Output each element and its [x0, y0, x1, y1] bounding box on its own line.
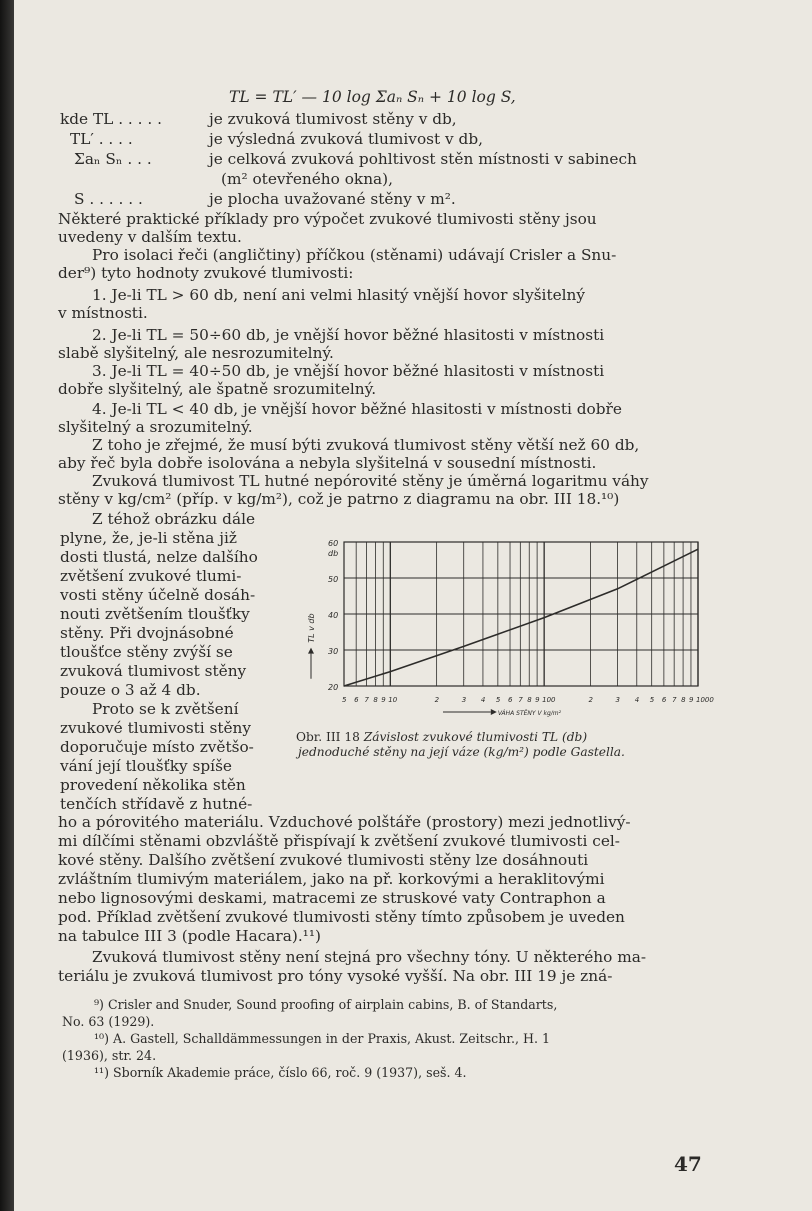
text-line: uvedeny v dalším textu.	[58, 228, 242, 246]
text-line: mi dílčími stěnami obzvláště přispívají k zvětšení zvukové tlumivosti cel-	[58, 832, 620, 850]
definition-symbol: TL′ . . . .	[70, 130, 133, 148]
text-line: pod. Příklad zvětšení zvukové tlumivosti stěny tímto způsobem je uveden	[58, 908, 625, 926]
formula: TL = TL′ — 10 log Σaₙ Sₙ + 10 log S,	[229, 88, 516, 106]
text-line: Zvuková tlumivost stěny není stejná pro všechny tóny. U některého ma-	[92, 948, 647, 966]
x-tick-label: 6	[508, 696, 513, 704]
x-tick-label: 8	[527, 696, 532, 704]
text-line: Z téhož obrázku dále	[92, 510, 256, 528]
text-line: stěny. Při dvojnásobné	[60, 624, 234, 642]
definition-symbol: S . . . . . .	[74, 190, 143, 208]
x-tick-label: 6	[354, 696, 359, 704]
text-line: nouti zvětšením tloušťky	[60, 605, 250, 623]
text-line: v místnosti.	[58, 304, 148, 322]
text-line: slabě slyšitelný, ale nesrozumitelný.	[58, 344, 334, 362]
y-tick-label: 40	[328, 611, 339, 620]
text-line: slyšitelný a srozumitelný.	[58, 418, 253, 436]
definition-text: (m² otevřeného okna),	[221, 170, 393, 188]
footnote-line: ¹¹) Sborník Akademie práce, číslo 66, roč. 9 (1937), seš. 4.	[94, 1065, 467, 1080]
text-line: pouze o 3 až 4 db.	[60, 681, 201, 699]
x-tick-label: 8	[373, 696, 378, 704]
x-tick-label: 8	[681, 696, 686, 704]
x-tick-label: 9	[535, 696, 540, 704]
x-tick-label: 9	[688, 696, 694, 704]
y-unit-label: db	[328, 549, 339, 558]
text-line: 3. Je-li TL = 40÷50 db, je vnější hovor běžné hlasitosti v místnosti	[92, 362, 605, 380]
footnote-line: ¹⁰) A. Gastell, Schalldämmessungen in der Praxis, Akust. Zeitschr., H. 1	[94, 1031, 550, 1046]
footnote-line: No. 63 (1929).	[62, 1014, 155, 1029]
y-tick-label: 20	[328, 683, 339, 692]
text-line: plyne, že, je-li stěna již	[60, 529, 237, 547]
x-tick-label: 7	[518, 696, 523, 704]
definition-symbol: Σaₙ Sₙ . . .	[74, 150, 152, 168]
text-line: Zvuková tlumivost TL hutné nepórovité stěny je úměrná logaritmu váhy	[92, 472, 649, 490]
text-line: dobře slyšitelný, ale špatně srozumitelný.	[58, 380, 377, 398]
figure-caption-text-1: Závislost zvukové tlumivosti TL (db)	[363, 730, 588, 744]
y-tick-label: 30	[328, 647, 339, 656]
text-line: kové stěny. Dalšího zvětšení zvukové tlumivosti stěny lze dosáhnouti	[58, 851, 589, 869]
footnote-line: (1936), str. 24.	[62, 1048, 157, 1063]
book-page	[14, 0, 812, 1211]
text-line: tloušťce stěny zvýší se	[60, 643, 233, 661]
x-tick-label: 2	[434, 696, 440, 704]
x-tick-label: 5	[495, 696, 501, 704]
y-tick-label: 50	[328, 575, 339, 584]
footnote-line: ⁹) Crisler and Snuder, Sound proofing of airplain cabins, B. of Standarts,	[94, 997, 558, 1012]
x-tick-label: 3	[461, 696, 467, 704]
text-line: Z toho je zřejmé, že musí býti zvuková tlumivost stěny větší než 60 db,	[92, 436, 640, 454]
text-line: zvláštním tlumivým materiálem, jako na př. korkovými a heraklitovými	[58, 870, 605, 888]
x-tick-label: 6	[661, 696, 667, 704]
x-tick-label: 5	[649, 696, 655, 704]
text-line: zvětšení zvukové tlumi-	[60, 567, 242, 585]
x-tick-label: 1000	[696, 696, 714, 704]
text-line: na tabulce III 3 (podle Hacara).¹¹)	[58, 927, 321, 945]
text-line: 2. Je-li TL = 50÷60 db, je vnější hovor běžné hlasitosti v místnosti	[92, 326, 605, 344]
x-tick-label: 7	[364, 696, 369, 704]
text-line: provedení několika stěn	[60, 776, 246, 794]
text-line: Některé praktické příklady pro výpočet zvukové tlumivosti stěny jsou	[58, 210, 597, 228]
text-line: ho a pórovitého materiálu. Vzduchové polštáře (prostory) mezi jednotlivý-	[58, 813, 631, 831]
x-tick-label: 2	[588, 696, 593, 704]
definition-text: je výsledná zvuková tlumivost v db,	[209, 130, 483, 148]
figure-caption-line-1	[296, 730, 587, 745]
x-tick-label: 7	[672, 696, 677, 704]
page-number: 47	[674, 1152, 702, 1176]
x-axis-label: VÁHA STĚNY V kg/m²	[497, 710, 562, 717]
text-line: der⁹) tyto hodnoty zvukové tlumivosti:	[58, 264, 354, 282]
x-tick-label: 10	[388, 696, 398, 704]
text-line: 1. Je-li TL > 60 db, není ani velmi hlasitý vnější hovor slyšitelný	[92, 286, 586, 304]
y-tick-label: 60	[328, 539, 339, 548]
text-line: nebo lignosovými deskami, matracemi ze struskové vaty Contraphon a	[58, 889, 606, 907]
y-axis-arrow-head	[308, 648, 314, 654]
text-line: aby řeč byla dobře isolována a nebyla slyšitelná v sousední místnosti.	[58, 454, 597, 472]
text-line: zvukové tlumivosti stěny	[60, 719, 252, 737]
x-tick-label: 4	[634, 696, 640, 704]
series-line-tl	[344, 549, 698, 686]
x-tick-label: 4	[480, 696, 486, 704]
x-tick-label: 9	[381, 696, 386, 704]
text-line: tenčích střídavě z hutné-	[60, 795, 253, 813]
book-spine	[0, 0, 14, 1211]
x-tick-label: 5	[342, 696, 347, 704]
text-line: vání její tloušťky spíše	[60, 757, 232, 775]
x-tick-label: 3	[615, 696, 621, 704]
x-axis-arrow-head	[491, 709, 497, 715]
definition-symbol: kde TL . . . . .	[60, 110, 162, 128]
text-line: teriálu je zvuková tlumivost pro tóny vysoké vyšší. Na obr. III 19 je zná-	[58, 967, 613, 985]
chart-tl-vs-wall-weight	[300, 528, 718, 718]
x-tick-label: 100	[542, 696, 556, 704]
figure-caption-prefix: Obr. III 18	[296, 730, 360, 744]
y-axis-label: TL v db	[307, 613, 316, 643]
text-line: stěny v kg/cm² (příp. v kg/m²), což je patrno z diagramu na obr. III 18.¹⁰)	[58, 490, 620, 508]
text-line: zvuková tlumivost stěny	[60, 662, 247, 680]
text-line: vosti stěny účelně dosáh-	[60, 586, 256, 604]
definition-text: je plocha uvažované stěny v m².	[209, 190, 456, 208]
definition-text: je zvuková tlumivost stěny v db,	[209, 110, 457, 128]
text-line: doporučuje místo zvětšo-	[60, 738, 254, 756]
figure-caption-line-2: jednoduché stěny na její váze (kg/m²) podle Gastella.	[298, 745, 625, 759]
text-line: dosti tlustá, nelze dalšího	[60, 548, 258, 566]
text-line: Pro isolaci řeči (angličtiny) příčkou (stěnami) udávají Crisler a Snu-	[92, 246, 617, 264]
text-line: Proto se k zvětšení	[92, 700, 239, 718]
text-line: 4. Je-li TL < 40 db, je vnější hovor běžné hlasitosti v místnosti dobře	[92, 400, 622, 418]
definition-text: je celková zvuková pohltivost stěn místnosti v sabinech	[209, 150, 637, 168]
